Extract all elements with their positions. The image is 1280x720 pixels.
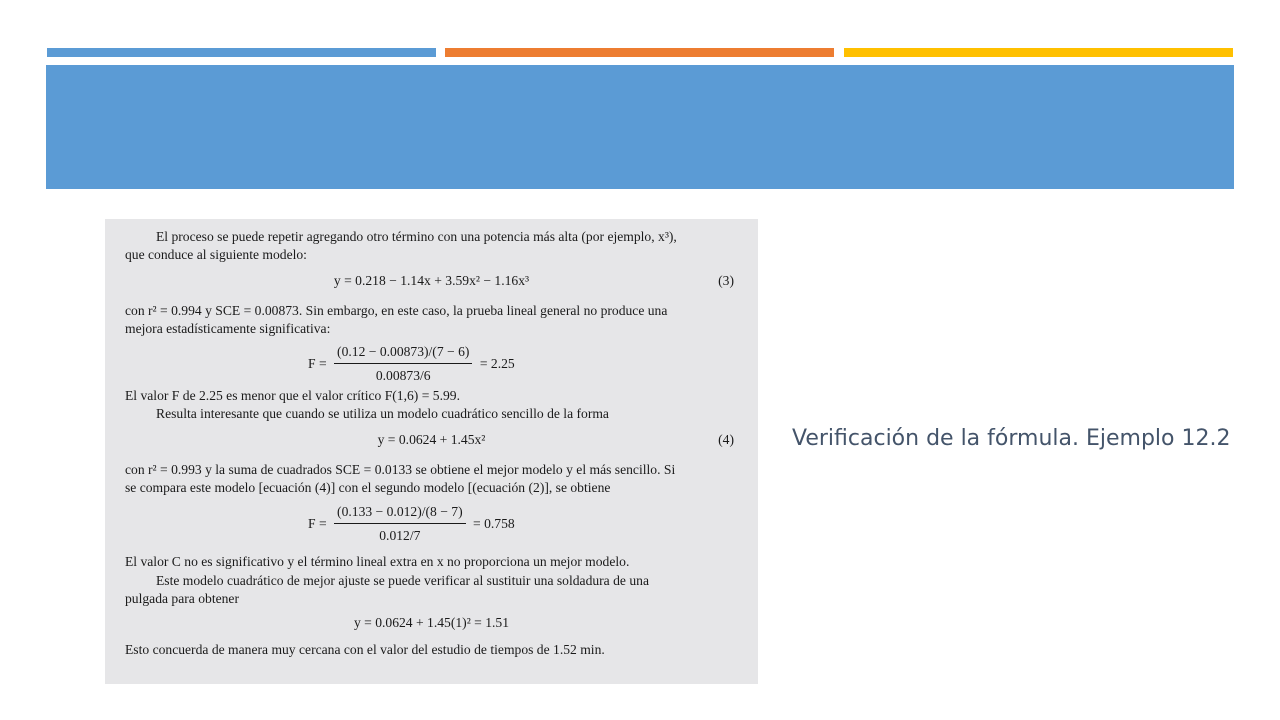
paragraph-line: con r² = 0.993 y la suma de cuadrados SCE = 0.0133 se obtiene el mejor modelo y el más sencillo. Si [125, 462, 676, 477]
f1-denominator: 0.00873/6 [375, 368, 431, 383]
paragraph-line: que conduce al siguiente modelo: [125, 247, 307, 262]
equation-5: y = 0.0624 + 1.45(1)² = 1.51 [353, 615, 510, 630]
paragraph-line: pulgada para obtener [125, 591, 239, 606]
paragraph-line: se compara este modelo [ecuación (4)] con el segundo modelo [(ecuación (2)], se obtiene [125, 480, 611, 495]
f-test-equation-1 [308, 343, 515, 385]
f2-rhs: = 0.758 [473, 516, 515, 531]
f2-lhs: F = [308, 516, 327, 531]
accent-bar-orange [445, 48, 834, 57]
paragraph-line: El valor F de 2.25 es menor que el valor crítico F(1,6) = 5.99. [125, 388, 460, 403]
f2-denominator: 0.012/7 [379, 528, 421, 543]
paragraph-line: Esto concuerda de manera muy cercana con el valor del estudio de tiempos de 1.52 min. [125, 642, 605, 657]
f2-fraction [334, 503, 466, 545]
paragraph-line: El valor C no es significativo y el término lineal extra en x no proporciona un mejor modelo. [125, 554, 630, 569]
paragraph-line: El proceso se puede repetir agregando otro término con una potencia más alta (por ejemplo, x³), [156, 229, 677, 244]
textbook-excerpt-image [105, 219, 758, 684]
f1-numerator: (0.12 − 0.00873)/(7 − 6) [334, 343, 472, 364]
f-test-equation-2 [308, 503, 515, 545]
paragraph-line: con r² = 0.994 y SCE = 0.00873. Sin embargo, en este caso, la prueba lineal general no produce una [125, 303, 668, 318]
f1-lhs: F = [308, 356, 327, 371]
accent-bar-yellow [844, 48, 1233, 57]
equation-3-label: (3) [718, 273, 734, 288]
paragraph-line: mejora estadísticamente significativa: [125, 321, 331, 336]
equation-4: y = 0.0624 + 1.45x² [377, 432, 486, 447]
title-placeholder-band [46, 65, 1234, 189]
equation-3: y = 0.218 − 1.14x + 3.59x² − 1.16x³ [333, 273, 530, 288]
f1-fraction [334, 343, 472, 385]
accent-bar-blue [47, 48, 436, 57]
slide-caption: Verificación de la fórmula. Ejemplo 12.2 [792, 426, 1231, 451]
equation-4-label: (4) [718, 432, 734, 447]
f1-rhs: = 2.25 [479, 356, 515, 371]
f2-numerator: (0.133 − 0.012)/(8 − 7) [334, 503, 466, 524]
paragraph-line: Este modelo cuadrático de mejor ajuste se puede verificar al sustituir una soldadura de una [156, 573, 649, 588]
paragraph-line: Resulta interesante que cuando se utiliza un modelo cuadrático sencillo de la forma [156, 406, 609, 421]
